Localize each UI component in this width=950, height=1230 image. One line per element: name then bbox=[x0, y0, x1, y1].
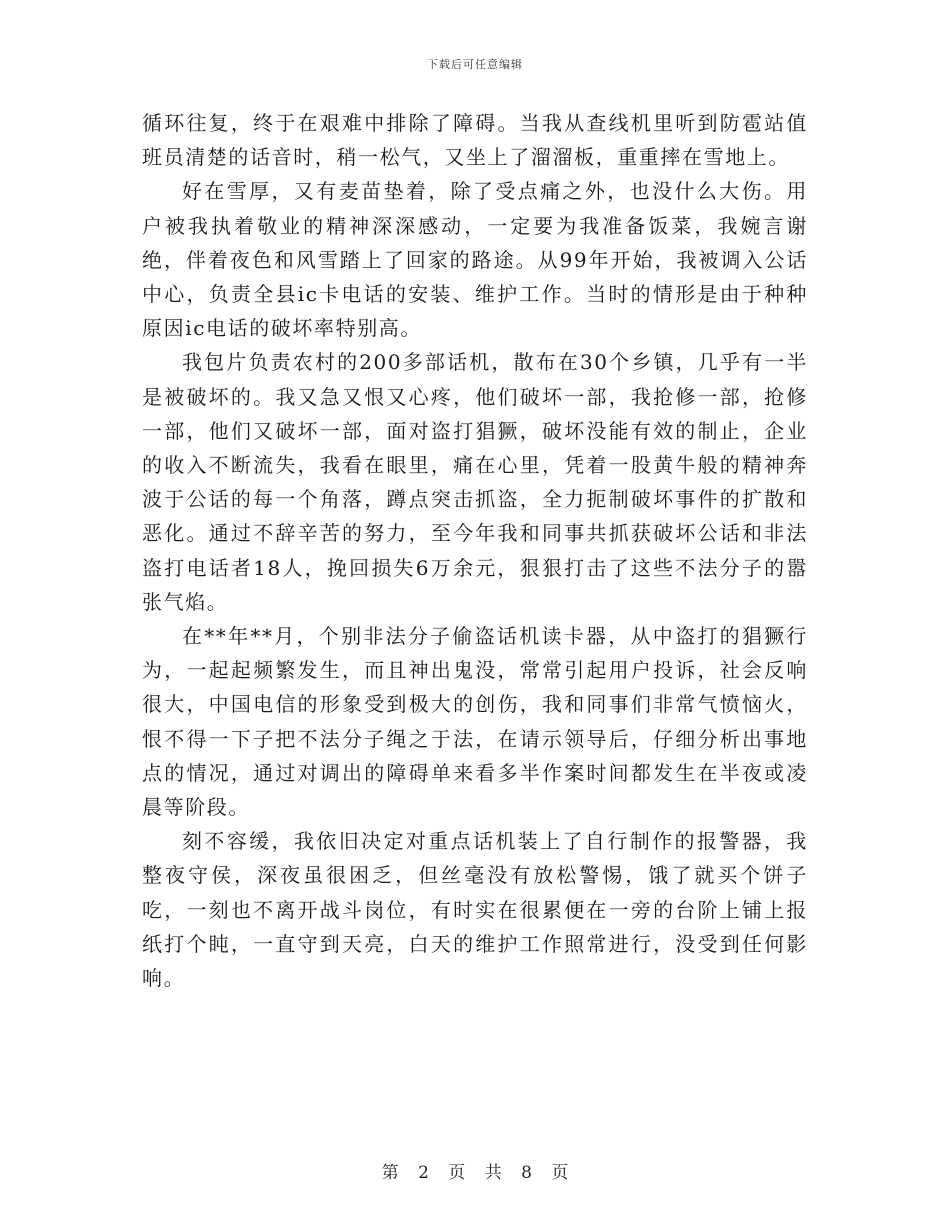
footer-total-pages: 8 bbox=[521, 1163, 532, 1183]
header-text: 下载后可任意编辑 bbox=[427, 58, 523, 71]
paragraph-3: 我包片负责农村的200多部话机，散布在30个乡镇，几乎有一半是被破坏的。我又急又恨又心疼，他们破坏一部，我抢修一部，抢修一部，他们又破坏一部，面对盗打猖獗，破坏没能有效的制止，企业的收入不断流失，我看在眼里，痛在心里，凭着一股黄牛般的精神奔波于公话的每一个角落，蹲点突击抓盗，全力扼制破坏事件的扩散和恶化。通过不辞辛苦的努力，至今年我和同事共抓获破坏公话和非法盗打电话者18人，挽回损失6万余元，狠狠打击了这些不法分子的嚣张气焰。 bbox=[142, 350, 808, 614]
paragraph-1: 循环往复，终于在艰难中排除了障碍。当我从查线机里听到防雹站值班员清楚的话音时，稍一松气，又坐上了溜溜板，重重摔在雪地上。 bbox=[142, 111, 808, 170]
footer-suffix: 页 bbox=[551, 1163, 569, 1183]
body-text bbox=[142, 106, 808, 995]
footer-page-word: 页 bbox=[448, 1163, 466, 1183]
footer-prefix: 第 bbox=[381, 1163, 399, 1183]
footer-page-number: 2 bbox=[418, 1163, 429, 1183]
paragraph-2: 好在雪厚，又有麦苗垫着，除了受点痛之外，也没什么大伤。用户被我执着敬业的精神深深感动，一定要为我准备饭菜，我婉言谢绝，伴着夜色和风雪踏上了回家的路途。从99年开始，我被调入公话中心，负责全县ic卡电话的安装、维护工作。当时的情形是由于种种原因ic电话的破坏率特别高。 bbox=[142, 179, 808, 341]
paragraph-5: 刻不容缓，我依旧决定对重点话机装上了自行制作的报警器，我整夜守侯，深夜虽很困乏，但丝毫没有放松警惕，饿了就买个饼子吃，一刻也不离开战斗岗位，有时实在很累便在一旁的台阶上铺上报纸打个盹，一直守到天亮，白天的维护工作照常进行，没受到任何影响。 bbox=[142, 829, 808, 991]
footer-total-word: 共 bbox=[484, 1163, 502, 1183]
page-header bbox=[0, 56, 950, 72]
page-footer bbox=[0, 1158, 950, 1183]
paragraph-4: 在**年**月，个别非法分子偷盗话机读卡器，从中盗打的猖獗行为，一起起频繁发生，而且神出鬼没，常常引起用户投诉，社会反响很大，中国电信的形象受到极大的创伤，我和同事们非常气愤恼火，恨不得一下子把不法分子绳之于法，在请示领导后，仔细分析出事地点的情况，通过对调出的障碍单来看多半作案时间都发生在半夜或凌晨等阶段。 bbox=[142, 624, 808, 820]
